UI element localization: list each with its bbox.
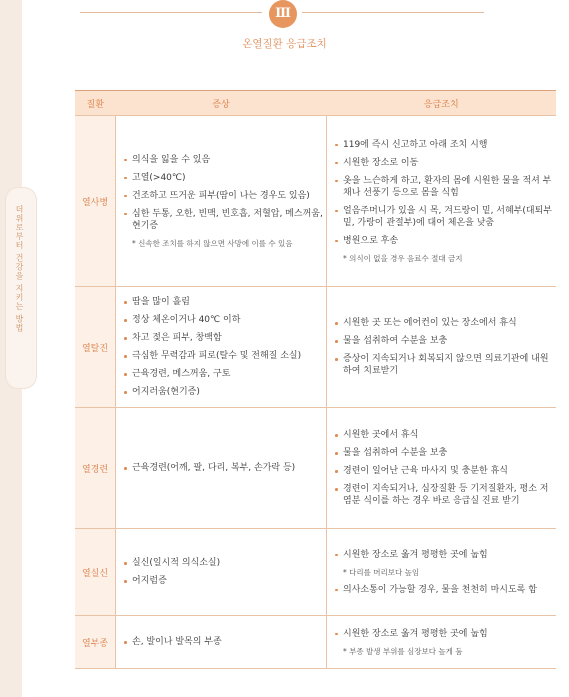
section-badge: Ⅲ bbox=[269, 0, 297, 28]
table-row bbox=[75, 616, 556, 669]
disease-name: 열경련 bbox=[75, 408, 116, 529]
aid-item: 119에 즉시 신고하고 아래 조치 시행 bbox=[333, 139, 556, 151]
first-aid-table bbox=[75, 90, 556, 669]
aid-note: * 부종 발생 부위를 심장보다 높게 둠 bbox=[333, 646, 556, 657]
aid-item: 경련이 일어난 근육 마사지 및 충분한 휴식 bbox=[333, 465, 556, 477]
symptom-item: 의식을 잃을 수 있음 bbox=[122, 154, 326, 166]
symptom-cell bbox=[116, 287, 327, 408]
aid-item: 시원한 장소로 옮겨 평평한 곳에 눕힘 bbox=[333, 549, 556, 561]
disease-name: 열사병 bbox=[75, 116, 116, 287]
disease-name: 열실신 bbox=[75, 529, 116, 616]
symptom-item: 심한 두통, 오한, 빈맥, 빈호흡, 저혈압, 메스꺼움, 현기증 bbox=[122, 208, 326, 232]
header-symptoms: 증상 bbox=[116, 91, 327, 116]
symptom-item: 극심한 무력감과 피로(탈수 및 전해질 소실) bbox=[122, 350, 326, 362]
aid-item: 시원한 장소로 이동 bbox=[333, 157, 556, 169]
symptom-note: * 신속한 조치를 하지 않으면 사망에 이를 수 있음 bbox=[122, 238, 326, 249]
first-aid-cell bbox=[327, 529, 557, 616]
symptom-cell bbox=[116, 408, 327, 529]
symptom-item: 손, 발이나 발목의 부종 bbox=[122, 636, 326, 648]
symptom-cell bbox=[116, 529, 327, 616]
first-aid-cell bbox=[327, 287, 557, 408]
page-subtitle: 온열질환 응급조치 bbox=[242, 38, 327, 50]
symptom-item: 건조하고 뜨거운 피부(땀이 나는 경우도 있음) bbox=[122, 190, 326, 202]
table-header-row bbox=[75, 91, 556, 116]
symptom-item: 차고 젖은 피부, 창백함 bbox=[122, 332, 326, 344]
aid-item: 얼음주머니가 있을 시 목, 겨드랑이 밑, 서혜부(대퇴부 밑, 가랑이 관절부)에 대어 체온을 낮춤 bbox=[333, 205, 556, 229]
symptom-item: 실신(일시적 의식소실) bbox=[122, 557, 326, 569]
aid-note: * 다리를 머리보다 높임 bbox=[333, 567, 556, 578]
symptom-item: 근육경련, 메스꺼움, 구토 bbox=[122, 368, 326, 380]
aid-item: 병원으로 후송 bbox=[333, 235, 556, 247]
aid-item: 경련이 지속되거나, 심장질환 등 기저질환자, 평소 저염분 식이를 하는 경우 바로 응급실 진료 받기 bbox=[333, 483, 556, 507]
disease-name: 열부종 bbox=[75, 616, 116, 669]
symptom-item: 어지러움(현기증) bbox=[122, 386, 326, 398]
symptom-item: 고열(>40℃) bbox=[122, 172, 326, 184]
symptom-item: 정상 체온이거나 40℃ 이하 bbox=[122, 314, 326, 326]
table-row bbox=[75, 408, 556, 529]
aid-item: 물을 섭취하여 수분을 보충 bbox=[333, 447, 556, 459]
table-row bbox=[75, 287, 556, 408]
first-aid-cell bbox=[327, 408, 557, 529]
aid-item: 시원한 곳에서 휴식 bbox=[333, 429, 556, 441]
aid-item: 의사소통이 가능할 경우, 물을 천천히 마시도록 함 bbox=[333, 584, 556, 596]
symptom-item: 근육경련(어깨, 팔, 다리, 복부, 손가락 등) bbox=[122, 462, 326, 474]
symptom-cell bbox=[116, 116, 327, 287]
table-row bbox=[75, 529, 556, 616]
aid-item: 증상이 지속되거나 회복되지 않으면 의료기관에 내원하여 치료받기 bbox=[333, 353, 556, 377]
aid-item: 시원한 곳 또는 에어컨이 있는 장소에서 휴식 bbox=[333, 317, 556, 329]
header-line-right bbox=[302, 12, 484, 13]
symptom-cell bbox=[116, 616, 327, 669]
aid-item: 시원한 장소로 옮겨 평평한 곳에 눕힘 bbox=[333, 628, 556, 640]
header-first-aid: 응급조치 bbox=[327, 91, 557, 116]
header-disease: 질환 bbox=[75, 91, 116, 116]
side-section-label: 더위로부터 건강을 지키는 방법 bbox=[15, 205, 24, 333]
aid-item: 옷을 느슨하게 하고, 환자의 몸에 시원한 물을 적셔 부채나 선풍기 등으로 몸을 식힘 bbox=[333, 175, 556, 199]
first-aid-cell bbox=[327, 116, 557, 287]
symptom-item: 땀을 많이 흘림 bbox=[122, 296, 326, 308]
aid-item: 물을 섭취하여 수분을 보충 bbox=[333, 335, 556, 347]
table-row bbox=[75, 116, 556, 287]
disease-name: 열탈진 bbox=[75, 287, 116, 408]
header-line-left bbox=[80, 12, 262, 13]
first-aid-cell bbox=[327, 616, 557, 669]
symptom-item: 어지럼증 bbox=[122, 575, 326, 587]
aid-note: * 의식이 없을 경우 음료수 절대 금지 bbox=[333, 253, 556, 264]
